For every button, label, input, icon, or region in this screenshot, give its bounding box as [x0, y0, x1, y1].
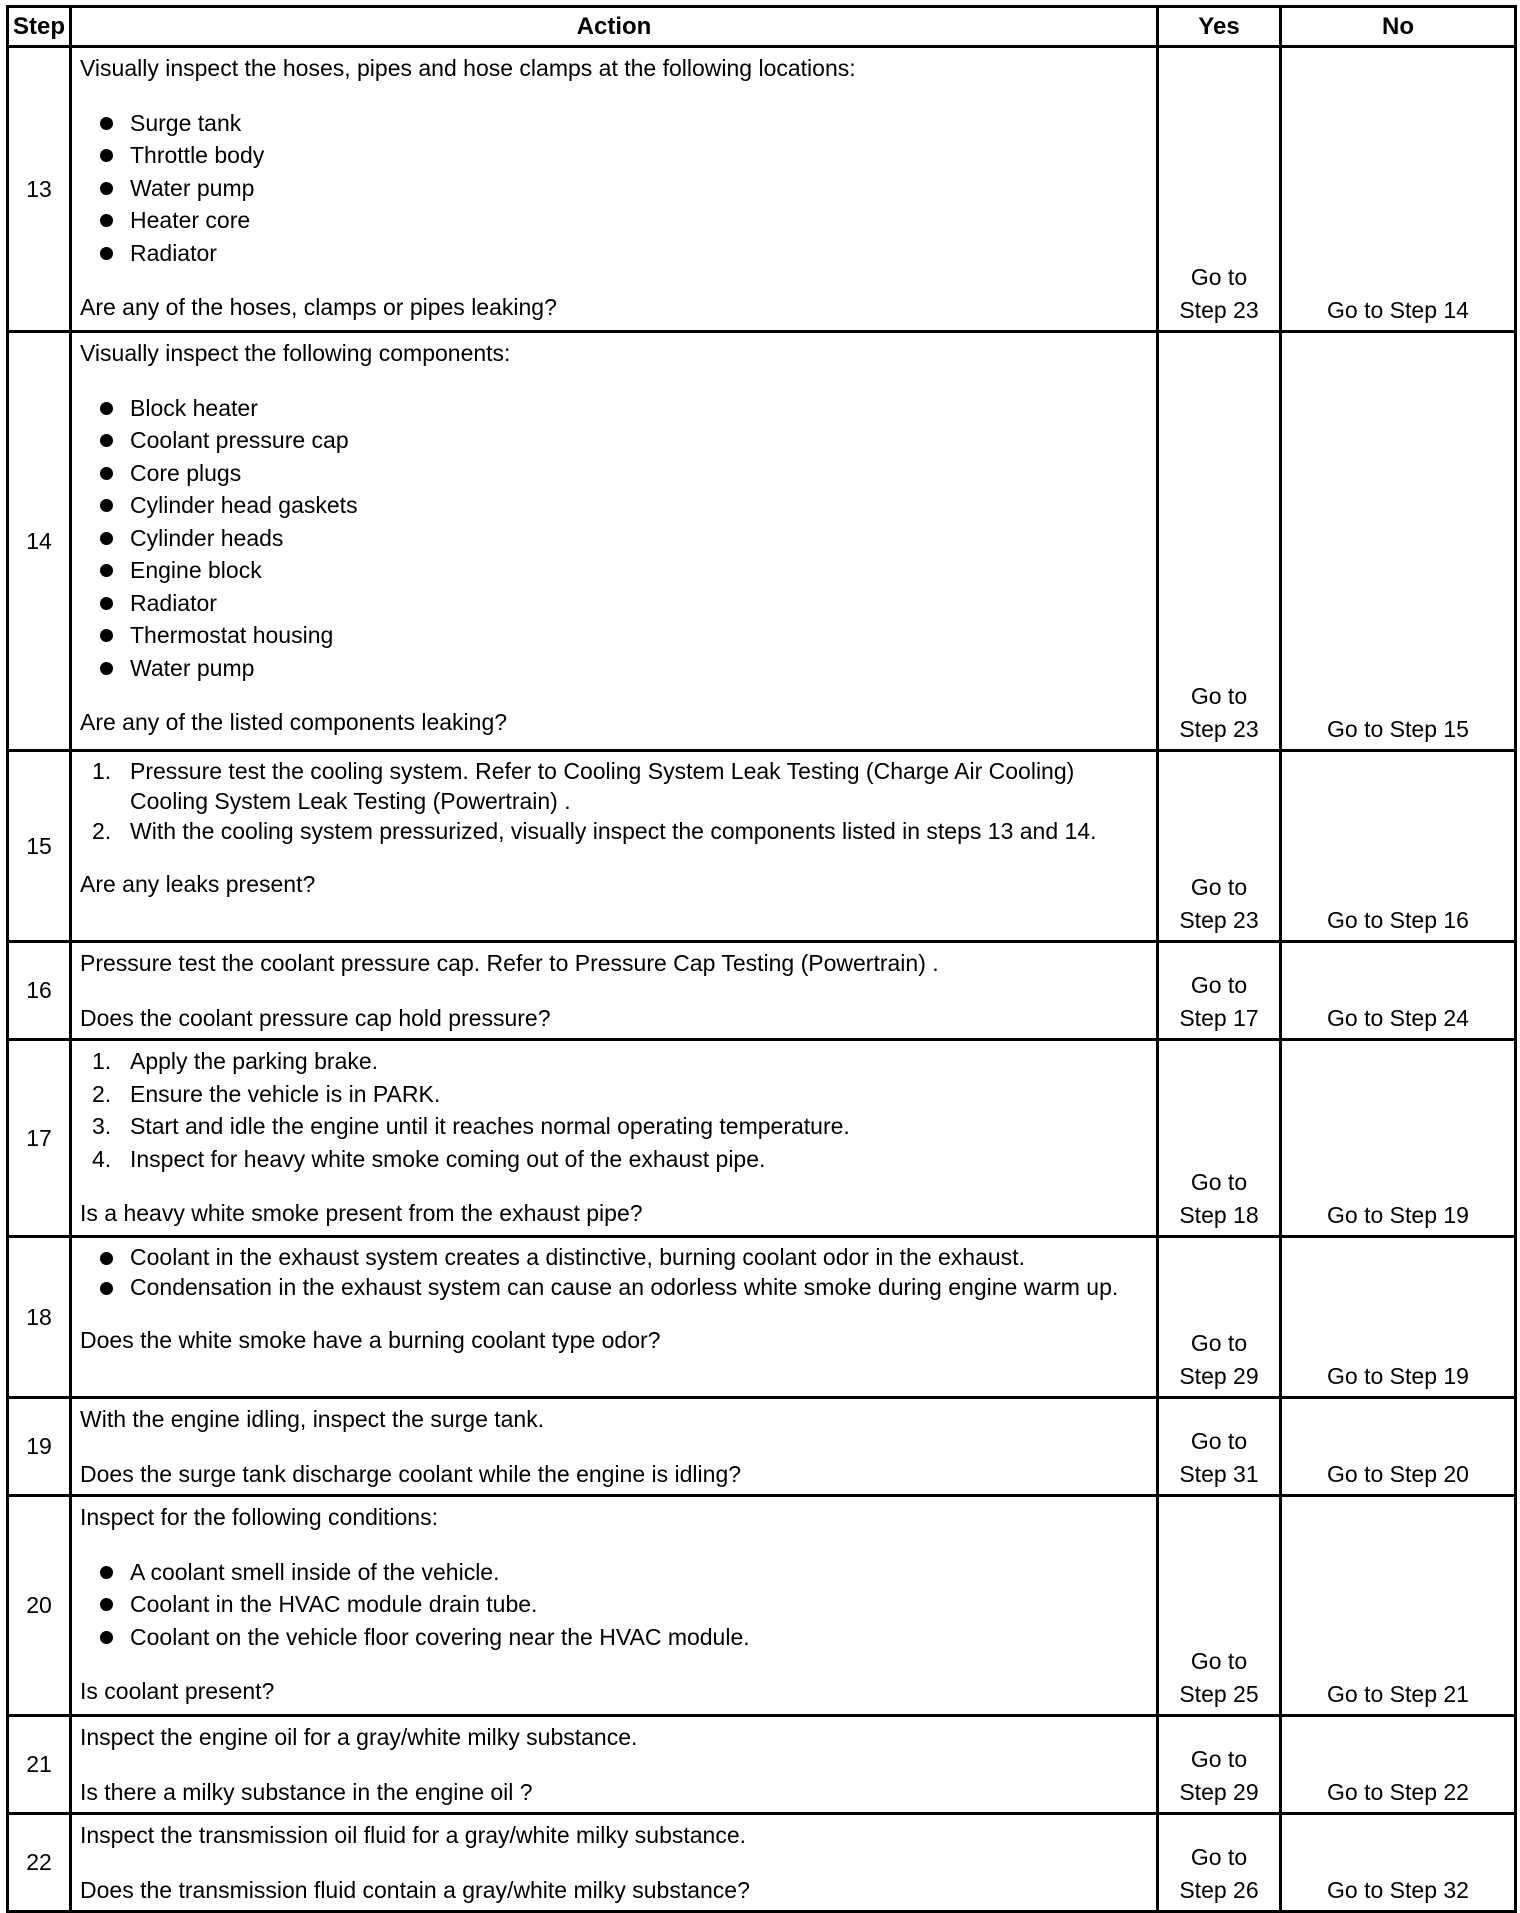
header-action: Action [71, 7, 1158, 47]
yes-line: Go to [1190, 972, 1248, 998]
action-cell [71, 1398, 1158, 1496]
step-number: 20 [8, 1496, 71, 1716]
table-row [8, 1237, 1516, 1398]
no-cell: Go to Step 21 [1281, 1496, 1516, 1716]
action-question: Are any of the listed components leaking? [80, 709, 508, 735]
action-question: Does the white smoke have a burning coolant type odor? [80, 1327, 661, 1353]
list-item: Surge tank [80, 107, 1146, 140]
table-row [8, 1814, 1516, 1912]
action-cell [71, 751, 1158, 942]
list-item: Core plugs [80, 457, 1146, 490]
list-item: Heater core [80, 204, 1146, 237]
list-item: Radiator [80, 237, 1146, 270]
yes-line: Step 25 [1179, 1680, 1259, 1707]
action-question: Is a heavy white smoke present from the exhaust pipe? [80, 1200, 643, 1226]
yes-cell [1158, 751, 1281, 942]
list-item: Thermostat housing [80, 619, 1146, 652]
table-row [8, 1716, 1516, 1814]
action-cell [71, 1040, 1158, 1237]
table-row [8, 942, 1516, 1040]
list-item: 4. Inspect for heavy white smoke coming out of the exhaust pipe. [92, 1145, 766, 1172]
list-item: Coolant on the vehicle floor covering near the HVAC module. [80, 1621, 1146, 1654]
header-yes: Yes [1158, 7, 1281, 47]
step-number: 13 [8, 47, 71, 332]
action-cell [71, 332, 1158, 751]
list-item: Water pump [80, 172, 1146, 205]
yes-line: Step 26 [1179, 1876, 1259, 1903]
no-cell: Go to Step 24 [1281, 942, 1516, 1040]
list-item: 1. Apply the parking brake. [92, 1048, 379, 1074]
no-cell: Go to Step 14 [1281, 47, 1516, 332]
bullet-list [80, 107, 1146, 270]
no-cell: Go to Step 22 [1281, 1716, 1516, 1814]
bullet-list [80, 392, 1146, 685]
table-row [8, 332, 1516, 751]
list-item: Cylinder head gaskets [80, 489, 1146, 522]
yes-line: Go to [1190, 1169, 1248, 1195]
action-question: Is there a milky substance in the engine oil ? [80, 1778, 533, 1805]
table-row [8, 1496, 1516, 1716]
header-row [8, 7, 1516, 47]
action-intro: Inspect the engine oil for a gray/white milky substance. [80, 1724, 638, 1750]
table-row [8, 751, 1516, 942]
yes-cell [1158, 332, 1281, 751]
yes-line: Step 18 [1179, 1201, 1259, 1228]
step-number: 19 [8, 1398, 71, 1496]
diagnostic-table [6, 5, 1517, 1913]
list-item: 1. Pressure test the cooling system. Refer to Cooling System Leak Testing (Charge Air Cooling) Cooling System Leak Testing (Powertrain) . [92, 758, 1075, 814]
step-number: 15 [8, 751, 71, 942]
numbered-list [80, 756, 1146, 846]
table-row [8, 1398, 1516, 1496]
step-number: 14 [8, 332, 71, 751]
list-item: Block heater [80, 392, 1146, 425]
list-item: Coolant pressure cap [80, 424, 1146, 457]
action-intro: With the engine idling, inspect the surge tank. [80, 1406, 545, 1432]
list-item: 2. Ensure the vehicle is in PARK. [92, 1080, 441, 1107]
action-intro: Inspect the transmission oil fluid for a gray/white milky substance. [80, 1822, 747, 1848]
list-item: Condensation in the exhaust system can cause an odorless white smoke during engine warm up. [80, 1272, 1146, 1302]
action-question: Does the transmission fluid contain a gray/white milky substance? [80, 1876, 750, 1903]
no-cell: Go to Step 19 [1281, 1040, 1516, 1237]
yes-line: Go to [1190, 1648, 1248, 1674]
list-item: Cylinder heads [80, 522, 1146, 555]
step-number: 21 [8, 1716, 71, 1814]
table-row [8, 1040, 1516, 1237]
yes-line: Step 31 [1179, 1460, 1259, 1487]
list-item: Radiator [80, 587, 1146, 620]
header-no: No [1281, 7, 1516, 47]
numbered-list [80, 1045, 1146, 1175]
no-cell: Go to Step 20 [1281, 1398, 1516, 1496]
step-number: 18 [8, 1237, 71, 1398]
action-cell [71, 1496, 1158, 1716]
yes-line: Step 23 [1179, 296, 1259, 323]
yes-line: Go to [1190, 1330, 1248, 1356]
yes-line: Step 23 [1179, 715, 1259, 742]
yes-cell [1158, 1398, 1281, 1496]
list-item: Coolant in the exhaust system creates a distinctive, burning coolant odor in the exhaust. [80, 1242, 1146, 1272]
action-cell [71, 47, 1158, 332]
action-question: Are any of the hoses, clamps or pipes leaking? [80, 294, 557, 320]
yes-cell [1158, 47, 1281, 332]
yes-line: Go to [1190, 874, 1248, 900]
no-cell: Go to Step 15 [1281, 332, 1516, 751]
header-step: Step [8, 7, 71, 47]
yes-line: Go to [1190, 1844, 1248, 1870]
yes-cell [1158, 1237, 1281, 1398]
yes-line: Step 29 [1179, 1362, 1259, 1389]
action-question: Is coolant present? [80, 1678, 275, 1704]
list-item: Throttle body [80, 139, 1146, 172]
yes-cell [1158, 942, 1281, 1040]
step-number: 16 [8, 942, 71, 1040]
list-item: Engine block [80, 554, 1146, 587]
yes-line: Go to [1190, 683, 1248, 709]
bullet-list [80, 1242, 1146, 1302]
list-item: Coolant in the HVAC module drain tube. [80, 1588, 1146, 1621]
bullet-list [80, 1556, 1146, 1654]
yes-line: Go to [1190, 1746, 1248, 1772]
action-question: Are any leaks present? [80, 871, 316, 897]
table-row [8, 47, 1516, 332]
action-question: Does the coolant pressure cap hold pressure? [80, 1004, 551, 1031]
action-cell [71, 1237, 1158, 1398]
list-item: 2. With the cooling system pressurized, visually inspect the components listed in steps 13 and 14. [92, 818, 1097, 844]
action-cell [71, 1716, 1158, 1814]
action-intro: Visually inspect the following components: [80, 340, 511, 366]
yes-cell [1158, 1814, 1281, 1912]
yes-line: Go to [1190, 1428, 1248, 1454]
action-cell [71, 942, 1158, 1040]
list-item: A coolant smell inside of the vehicle. [80, 1556, 1146, 1589]
list-item: 3. Start and idle the engine until it reaches normal operating temperature. [92, 1113, 850, 1139]
step-number: 17 [8, 1040, 71, 1237]
yes-cell [1158, 1716, 1281, 1814]
yes-line: Step 23 [1179, 906, 1259, 933]
action-question: Does the surge tank discharge coolant while the engine is idling? [80, 1460, 742, 1487]
yes-cell [1158, 1496, 1281, 1716]
list-item: Water pump [80, 652, 1146, 685]
yes-line: Step 29 [1179, 1778, 1259, 1805]
action-cell [71, 1814, 1158, 1912]
no-cell: Go to Step 32 [1281, 1814, 1516, 1912]
no-cell: Go to Step 16 [1281, 751, 1516, 942]
yes-cell [1158, 1040, 1281, 1237]
action-intro: Inspect for the following conditions: [80, 1504, 438, 1530]
yes-line: Step 17 [1179, 1004, 1259, 1031]
action-intro: Visually inspect the hoses, pipes and hose clamps at the following locations: [80, 55, 856, 81]
yes-line: Go to [1190, 264, 1248, 290]
no-cell: Go to Step 19 [1281, 1237, 1516, 1398]
step-number: 22 [8, 1814, 71, 1912]
action-intro: Pressure test the coolant pressure cap. Refer to Pressure Cap Testing (Powertrain) . [80, 950, 939, 976]
